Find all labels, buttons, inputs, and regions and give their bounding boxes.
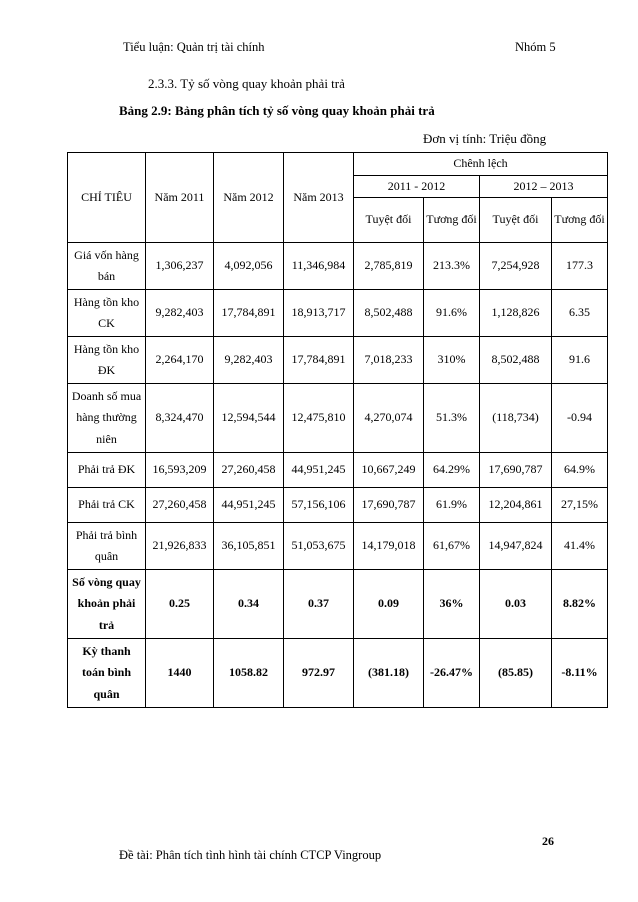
header-period-2012-2013: 2012 – 2013 bbox=[480, 175, 608, 198]
table-row bbox=[68, 290, 608, 337]
page-footer: Đề tài: Phân tích tình hình tài chính CTCP Vingroup bbox=[119, 848, 382, 862]
cell-y2011: 1440 bbox=[146, 639, 214, 708]
table-row bbox=[68, 570, 608, 639]
cell-y2011: 8,324,470 bbox=[146, 384, 214, 453]
payables-turnover-table bbox=[67, 152, 608, 708]
cell-abs2: 17,690,787 bbox=[480, 453, 552, 488]
cell-rel2: -8.11% bbox=[552, 639, 608, 708]
running-header-title: Tiểu luận: Quản trị tài chính bbox=[123, 40, 265, 54]
cell-abs2: (118,734) bbox=[480, 384, 552, 453]
cell-y2011: 21,926,833 bbox=[146, 523, 214, 570]
table-row bbox=[68, 243, 608, 290]
cell-y2013: 18,913,717 bbox=[284, 290, 354, 337]
cell-y2011: 9,282,403 bbox=[146, 290, 214, 337]
cell-abs2: 1,128,826 bbox=[480, 290, 552, 337]
cell-abs1: 4,270,074 bbox=[354, 384, 424, 453]
table-row bbox=[68, 639, 608, 708]
cell-y2012: 44,951,245 bbox=[214, 488, 284, 523]
cell-rel1: 91.6% bbox=[424, 290, 480, 337]
row-label: Hàng tồn kho ĐK bbox=[68, 337, 146, 384]
cell-y2012: 17,784,891 bbox=[214, 290, 284, 337]
cell-rel2: 177.3 bbox=[552, 243, 608, 290]
cell-rel1: 64.29% bbox=[424, 453, 480, 488]
header-period-2011-2012: 2011 - 2012 bbox=[354, 175, 480, 198]
cell-rel2: 91.6 bbox=[552, 337, 608, 384]
cell-rel1: 310% bbox=[424, 337, 480, 384]
cell-abs2: 0.03 bbox=[480, 570, 552, 639]
header-year-2013: Năm 2013 bbox=[284, 153, 354, 243]
section-heading: 2.3.3. Tỷ số vòng quay khoản phải trả bbox=[148, 76, 345, 91]
cell-rel1: 51.3% bbox=[424, 384, 480, 453]
row-label: Phải trả bình quân bbox=[68, 523, 146, 570]
header-chenh-lech: Chênh lệch bbox=[354, 153, 608, 176]
cell-abs2: 8,502,488 bbox=[480, 337, 552, 384]
cell-abs1: (381.18) bbox=[354, 639, 424, 708]
cell-y2013: 17,784,891 bbox=[284, 337, 354, 384]
unit-note: Đơn vị tính: Triệu đồng bbox=[423, 131, 547, 146]
header-year-2011: Năm 2011 bbox=[146, 153, 214, 243]
cell-abs1: 14,179,018 bbox=[354, 523, 424, 570]
cell-rel2: 8.82% bbox=[552, 570, 608, 639]
row-label: Hàng tồn kho CK bbox=[68, 290, 146, 337]
row-label: Doanh số mua hàng thường niên bbox=[68, 384, 146, 453]
header-chi-tieu: CHỈ TIÊU bbox=[68, 153, 146, 243]
cell-rel2: 6.35 bbox=[552, 290, 608, 337]
cell-abs2: 7,254,928 bbox=[480, 243, 552, 290]
cell-rel1: 36% bbox=[424, 570, 480, 639]
cell-y2013: 11,346,984 bbox=[284, 243, 354, 290]
cell-abs1: 17,690,787 bbox=[354, 488, 424, 523]
header-relative-1: Tương đối bbox=[424, 198, 480, 243]
header-relative-2: Tương đối bbox=[552, 198, 608, 243]
table-row bbox=[68, 384, 608, 453]
cell-y2013: 12,475,810 bbox=[284, 384, 354, 453]
cell-abs2: 14,947,824 bbox=[480, 523, 552, 570]
cell-abs2: (85.85) bbox=[480, 639, 552, 708]
table-row bbox=[68, 337, 608, 384]
cell-abs1: 8,502,488 bbox=[354, 290, 424, 337]
cell-rel1: 213.3% bbox=[424, 243, 480, 290]
cell-y2013: 44,951,245 bbox=[284, 453, 354, 488]
header-year-2012: Năm 2012 bbox=[214, 153, 284, 243]
cell-y2013: 0.37 bbox=[284, 570, 354, 639]
row-label: Số vòng quay khoản phải trả bbox=[68, 570, 146, 639]
cell-rel2: -0.94 bbox=[552, 384, 608, 453]
cell-rel1: -26.47% bbox=[424, 639, 480, 708]
cell-y2013: 972.97 bbox=[284, 639, 354, 708]
row-label: Phải trả CK bbox=[68, 488, 146, 523]
header-absolute-2: Tuyệt đối bbox=[480, 198, 552, 243]
header-absolute-1: Tuyệt đối bbox=[354, 198, 424, 243]
cell-abs1: 10,667,249 bbox=[354, 453, 424, 488]
cell-y2012: 4,092,056 bbox=[214, 243, 284, 290]
cell-y2012: 9,282,403 bbox=[214, 337, 284, 384]
cell-y2012: 1058.82 bbox=[214, 639, 284, 708]
cell-abs1: 2,785,819 bbox=[354, 243, 424, 290]
cell-abs2: 12,204,861 bbox=[480, 488, 552, 523]
cell-rel2: 27,15% bbox=[552, 488, 608, 523]
cell-y2011: 1,306,237 bbox=[146, 243, 214, 290]
table-row bbox=[68, 523, 608, 570]
row-label: Phải trả ĐK bbox=[68, 453, 146, 488]
cell-abs1: 0.09 bbox=[354, 570, 424, 639]
cell-y2011: 0.25 bbox=[146, 570, 214, 639]
cell-y2013: 51,053,675 bbox=[284, 523, 354, 570]
table-row bbox=[68, 488, 608, 523]
cell-rel2: 41.4% bbox=[552, 523, 608, 570]
cell-y2013: 57,156,106 bbox=[284, 488, 354, 523]
cell-y2012: 12,594,544 bbox=[214, 384, 284, 453]
cell-rel2: 64.9% bbox=[552, 453, 608, 488]
running-header-group: Nhóm 5 bbox=[515, 40, 556, 54]
cell-y2011: 2,264,170 bbox=[146, 337, 214, 384]
cell-y2011: 16,593,209 bbox=[146, 453, 214, 488]
row-label: Kỳ thanh toán bình quân bbox=[68, 639, 146, 708]
cell-rel1: 61.9% bbox=[424, 488, 480, 523]
cell-abs1: 7,018,233 bbox=[354, 337, 424, 384]
cell-y2012: 36,105,851 bbox=[214, 523, 284, 570]
cell-y2011: 27,260,458 bbox=[146, 488, 214, 523]
table-row bbox=[68, 453, 608, 488]
row-label: Giá vốn hàng bán bbox=[68, 243, 146, 290]
table-caption: Bảng 2.9: Bảng phân tích tỷ số vòng quay khoản phải trả bbox=[119, 103, 435, 118]
cell-y2012: 0.34 bbox=[214, 570, 284, 639]
cell-rel1: 61,67% bbox=[424, 523, 480, 570]
cell-y2012: 27,260,458 bbox=[214, 453, 284, 488]
page-number: 26 bbox=[542, 834, 554, 848]
